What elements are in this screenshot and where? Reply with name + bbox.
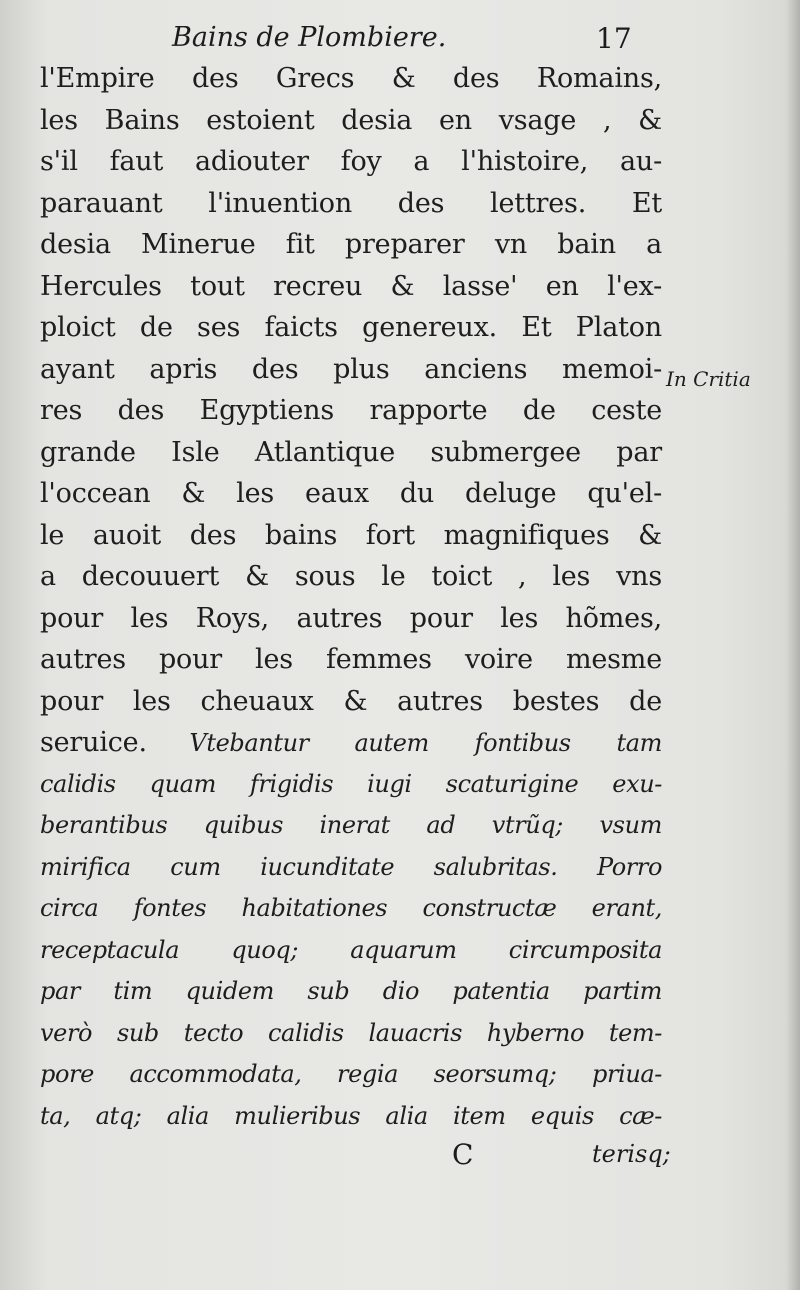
latin-line: ta, atq; alia mulieribus alia item equis cæ- — [40, 1101, 662, 1130]
body-text — [40, 58, 662, 1137]
text-line: l'Empire des Grecs & des Romains, — [40, 63, 662, 94]
latin-line: berantibus quibus inerat ad vtrũq; vsum — [40, 811, 662, 839]
latin-line: circa fontes habitationes constructæ erant, — [40, 894, 662, 922]
text-line: res des Egyptiens rapporte de ceste — [40, 395, 662, 426]
page-edge-shadow — [786, 0, 800, 1290]
roman-run: seruice. — [40, 727, 147, 758]
text-line: s'il faut adiouter foy a l'histoire, au- — [40, 146, 662, 177]
text-line: Hercules tout recreu & lasse' en l'ex- — [40, 270, 662, 302]
margin-note: In Critia — [666, 367, 751, 391]
text-line: pour les cheuaux & autres bestes de — [40, 685, 662, 717]
latin-line: receptacula quoq; aquarum circumposita — [40, 935, 662, 964]
text-line: parauant l'inuention des lettres. Et — [40, 187, 662, 219]
text-line: le auoit des bains fort magnifiques & — [40, 519, 662, 551]
text-line: grande Isle Atlantique submergee par — [40, 436, 662, 468]
text-line: pour les Roys, autres pour les hõmes, — [40, 602, 662, 634]
latin-line: par tim quidem sub dio patentia partim — [40, 977, 662, 1005]
latin-line: verò sub tecto calidis lauacris hyberno tem- — [40, 1018, 662, 1047]
page-header — [0, 18, 800, 58]
text-line: ploict de ses faicts genereux. Et Platon — [40, 312, 662, 343]
italic-run: Vtebantur autem fontibus tam — [189, 729, 662, 757]
text-line: les Bains estoient desia en vsage , & — [40, 104, 662, 136]
latin-line: calidis quam frigidis iugi scaturigine exu- — [40, 769, 662, 798]
text-line: a decouuert & sous le toict , les vns — [40, 561, 662, 592]
latin-line: mirifica cum iucunditate salubritas. Porro — [40, 852, 662, 881]
page-number: 17 — [596, 22, 632, 55]
catchword: terisq; — [592, 1140, 671, 1168]
latin-line: pore accommodata, regia seorsumq; priua- — [40, 1060, 662, 1088]
text-line-mixed — [40, 722, 662, 764]
text-line: l'occean & les eaux du deluge qu'el- — [40, 478, 662, 509]
text-line: desia Minerue fit preparer vn bain a — [40, 229, 662, 260]
text-line: ayant apris des plus anciens memoi- — [40, 353, 662, 385]
text-line: autres pour les femmes voire mesme — [40, 644, 662, 675]
signature-mark: C — [452, 1138, 474, 1171]
running-head: Bains de Plombiere. — [172, 22, 447, 53]
